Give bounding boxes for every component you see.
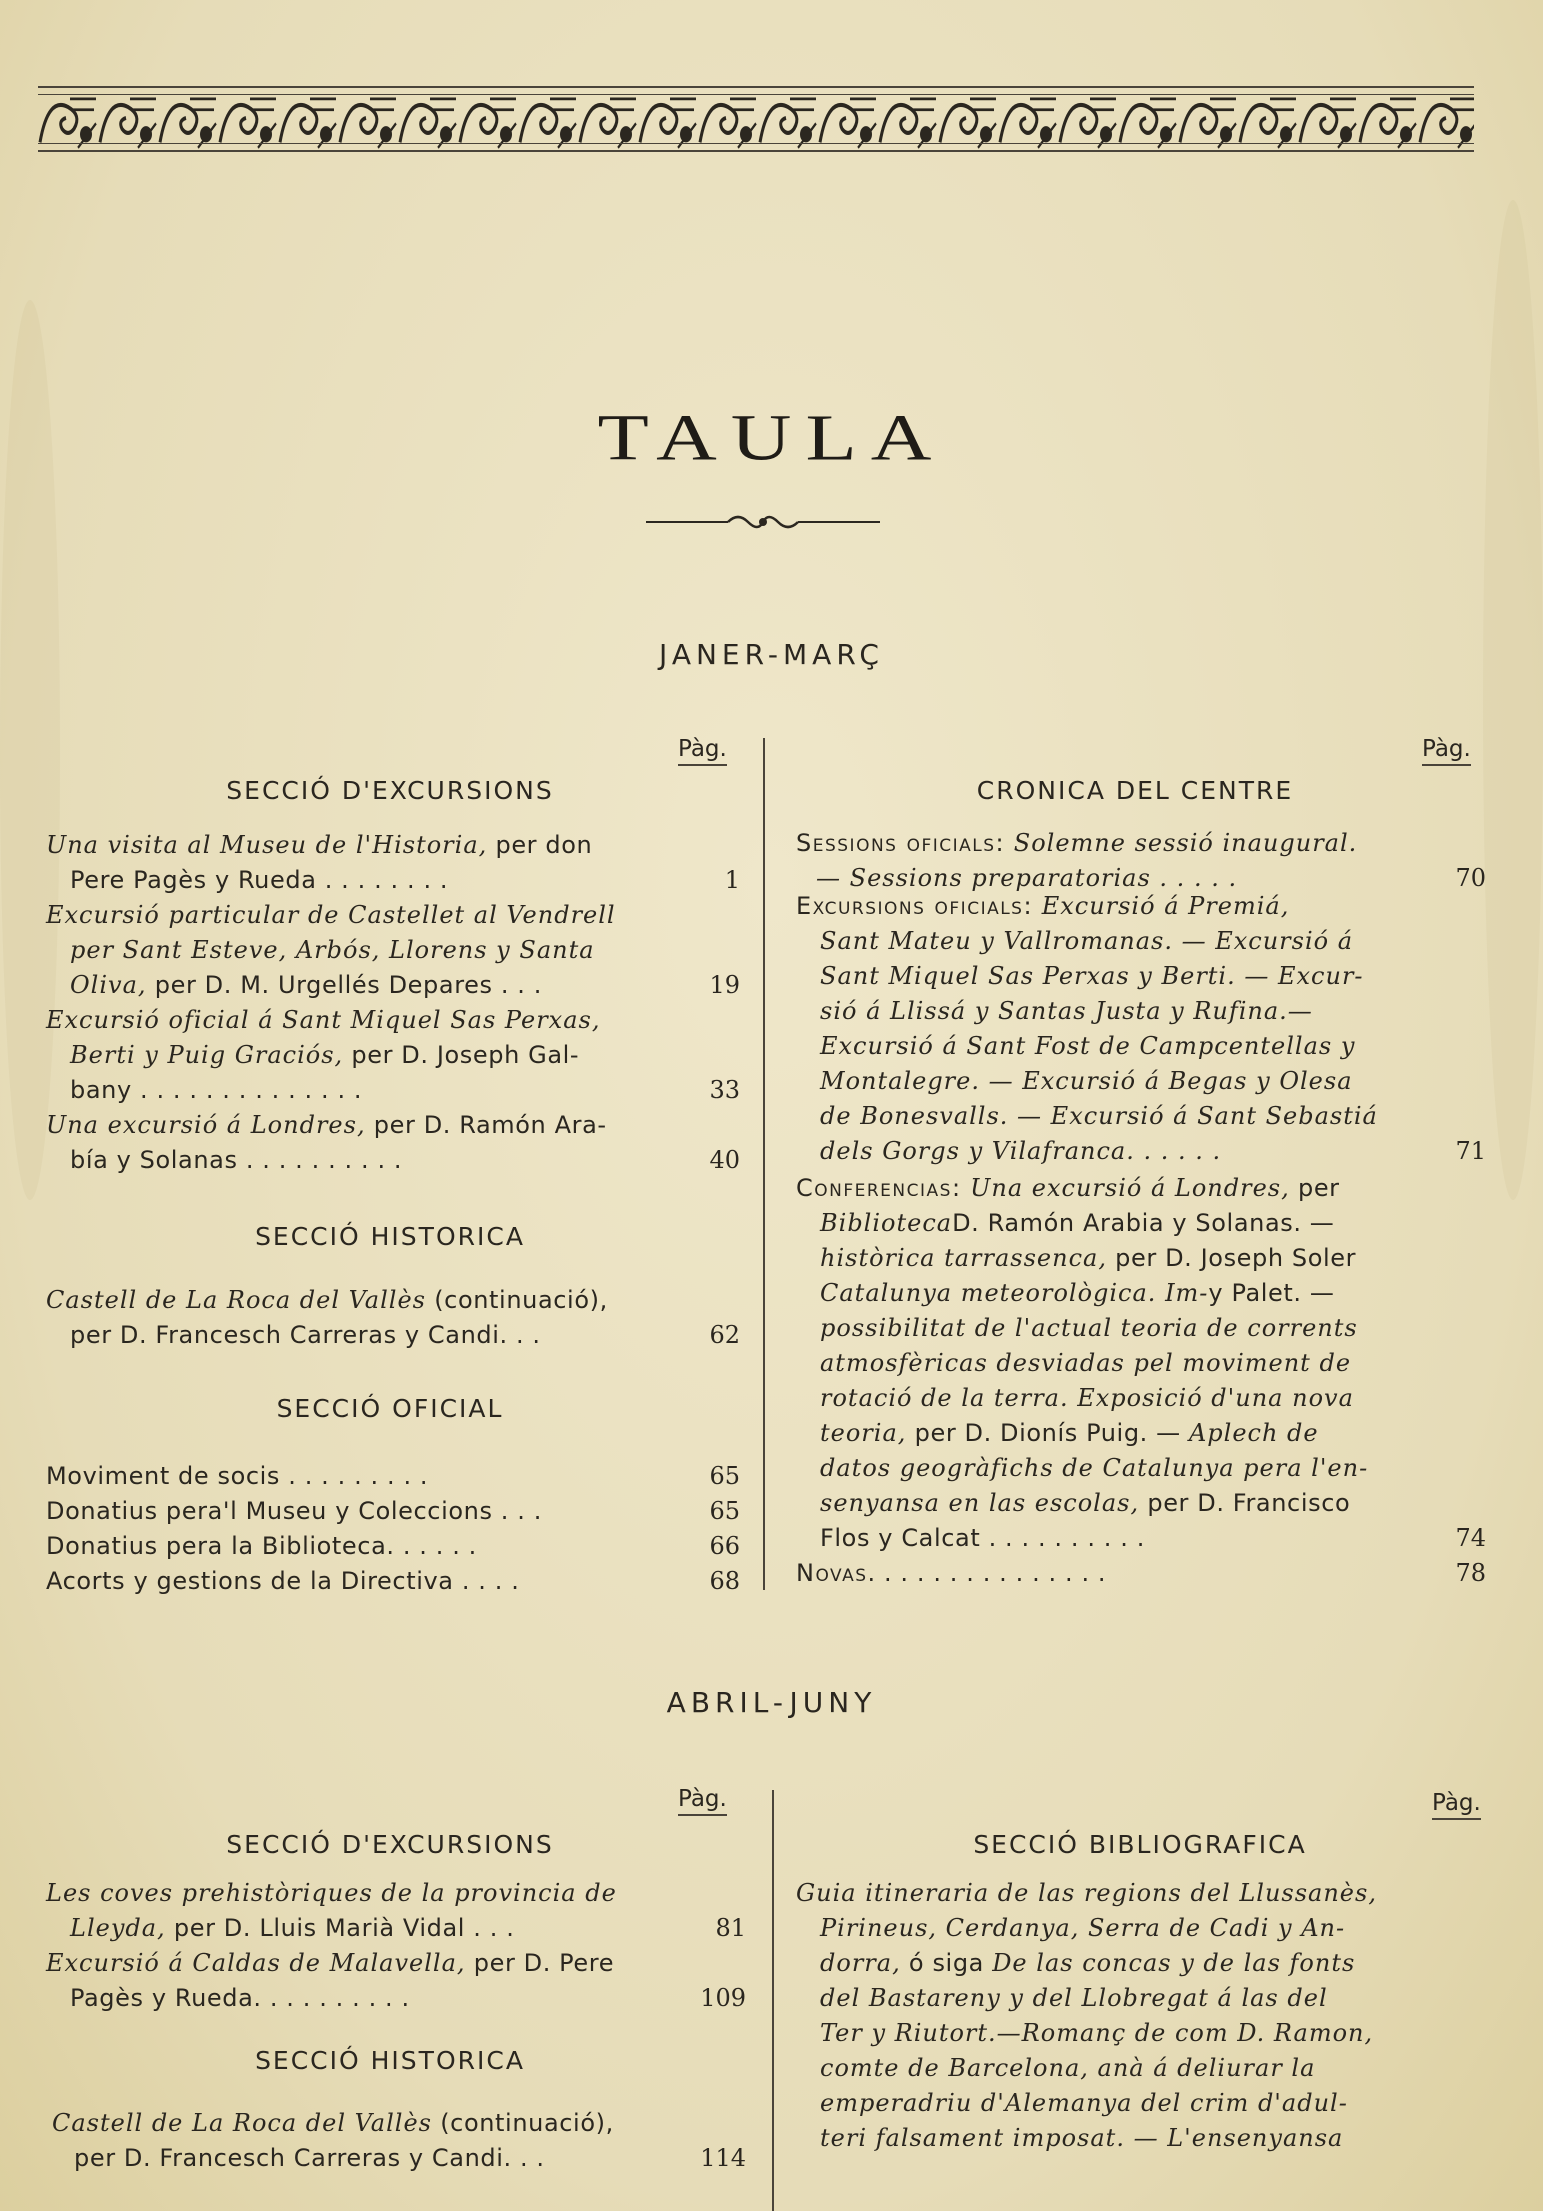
entry-title: rotació de la terra. Exposició d'una nova: [820, 1384, 1354, 1412]
period-heading-q1: JANER-MARÇ: [659, 638, 884, 671]
page-number: 19: [709, 971, 740, 999]
page-number: 65: [709, 1462, 740, 1490]
index-entry-line: [46, 1529, 477, 1563]
entry-text: Donatius pera'l Museu y Coleccions . . .: [46, 1497, 542, 1525]
period-heading-q2: ABRIL-JUNY: [666, 1686, 877, 1719]
entry-title: Excursió á Sant Fost de Campcentellas y: [820, 1032, 1356, 1060]
entry-text: per D. Francesch Carreras y Candi. . .: [74, 2144, 545, 2172]
entry-title: teoria,: [820, 1419, 907, 1447]
index-entry-line: [46, 1494, 542, 1528]
index-entry-line: [820, 1099, 1378, 1133]
page-number: 40: [709, 1146, 740, 1174]
entry-text: per: [1289, 1174, 1340, 1202]
entry-text: bía y Solanas . . . . . . . . . .: [70, 1146, 403, 1174]
entry-title: datos geogràfichs de Catalunya pera l'en-: [820, 1454, 1369, 1482]
entry-title: Berti y Puig Graciós,: [70, 1041, 344, 1069]
column-divider: [772, 1790, 774, 2211]
entry-text: Moviment de socis . . . . . . . . .: [46, 1462, 429, 1490]
section-heading: SECCIÓ OFICIAL: [276, 1394, 504, 1423]
entry-category: Conferencias:: [796, 1174, 962, 1202]
section-heading: CRONICA DEL CENTRE: [976, 776, 1294, 805]
entry-title: possibilitat de l'actual teoria de corrents: [820, 1314, 1358, 1342]
entry-title: dels Gorgs y Vilafranca. . . . . .: [820, 1137, 1222, 1165]
index-entry-line: [796, 889, 1289, 923]
entry-title: senyansa en las escolas,: [820, 1489, 1140, 1517]
page-number: 114: [700, 2144, 746, 2172]
entry-title: Excursió particular de Castellet al Vendrell: [46, 901, 616, 929]
title-flourish-icon: [646, 510, 880, 534]
entry-title: Biblioteca: [820, 1209, 953, 1237]
page-number: 81: [715, 1914, 746, 1942]
entry-text: Acorts y gestions de la Directiva . . . .: [46, 1567, 520, 1595]
entry-text: D. Ramón Arabia y Solanas. —: [952, 1209, 1335, 1237]
entry-title: Excursió á Premiá,: [1033, 892, 1290, 920]
index-entry-line: [70, 968, 542, 1002]
entry-title: Ter y Riutort.—Romanç de com D. Ramon,: [820, 2019, 1374, 2047]
index-entry-line: [70, 863, 448, 897]
index-entry-line: [820, 1381, 1354, 1415]
index-entry-line: [820, 1946, 1355, 1980]
index-entry-line: [820, 1276, 1334, 1310]
page-column-label: Pàg.: [678, 1786, 727, 1816]
index-entry-line: [796, 826, 1357, 860]
entry-title: Aplech de: [1188, 1419, 1319, 1447]
entry-text: per D. Dionís Puig. —: [906, 1419, 1189, 1447]
index-entry-line: [820, 1029, 1355, 1063]
entry-title: Excursió á Caldas de Malavella,: [46, 1949, 466, 1977]
index-entry-line: [46, 1108, 607, 1142]
index-entry-line: [46, 1564, 519, 1598]
entry-text: ó siga: [900, 1949, 993, 1977]
page-number: 66: [709, 1532, 740, 1560]
entry-title: — Sessions preparatorias . . . . .: [816, 864, 1238, 892]
index-entry-line: [820, 1451, 1368, 1485]
index-entry-line: [820, 2086, 1348, 2120]
entry-title: dorra,: [820, 1949, 901, 1977]
section-heading: SECCIÓ BIBLIOGRAFICA: [973, 1830, 1307, 1859]
index-entry-line: [70, 1073, 362, 1107]
entry-title: Pirineus, Cerdanya, Serra de Cadi y An-: [820, 1914, 1346, 1942]
entry-text: per don: [487, 831, 593, 859]
index-entry-line: [46, 1003, 600, 1037]
entry-text: Pagès y Rueda. . . . . . . . . .: [70, 1984, 410, 2012]
index-entry-line: [796, 1171, 1340, 1205]
greek-key-ornament: [38, 88, 1474, 156]
bottom-rule-thin: [38, 143, 1474, 144]
index-entry-line: [820, 959, 1364, 993]
entry-title: Excursió oficial á Sant Miquel Sas Perxas,: [46, 1006, 601, 1034]
page-number: 68: [709, 1567, 740, 1595]
page-number: 1: [724, 866, 740, 894]
index-entry-line: [820, 1911, 1345, 1945]
index-entry-line: [70, 1038, 579, 1072]
entry-title: comte de Barcelona, anà á deliurar la: [820, 2054, 1316, 2082]
entry-title: Una excursió á Londres,: [961, 1174, 1290, 1202]
entry-title: Solemne sessió inaugural.: [1005, 829, 1358, 857]
entry-category: Novas: [796, 1559, 868, 1587]
entry-text: (continuació),: [431, 2109, 614, 2137]
page-column-label: Pàg.: [1432, 1790, 1481, 1820]
section-heading: SECCIÓ D'EXCURSIONS: [226, 1830, 554, 1859]
index-entry-line: [820, 994, 1313, 1028]
column-divider: [763, 738, 765, 1590]
entry-title: de Bonesvalls. — Excursió á Sant Sebastiá: [820, 1102, 1378, 1130]
index-entry-line: [70, 1911, 514, 1945]
page-number: 65: [709, 1497, 740, 1525]
index-entry-line: [820, 1521, 1145, 1555]
entry-text: per D. Francesch Carreras y Candi. . .: [70, 1321, 541, 1349]
entry-text: Donatius pera la Biblioteca. . . . . .: [46, 1532, 477, 1560]
entry-title: històrica tarrassenca,: [820, 1244, 1107, 1272]
page-title: TAULA: [597, 401, 946, 475]
index-entry-line: [46, 898, 616, 932]
entry-title: Lleyda,: [70, 1914, 166, 1942]
index-entry-line: [820, 2121, 1343, 2155]
entry-title: Montalegre. — Excursió á Begas y Olesa: [820, 1067, 1353, 1095]
paper-stain: [1483, 200, 1543, 1200]
page-column-label: Pàg.: [1422, 736, 1471, 766]
page-number: 70: [1455, 864, 1486, 892]
index-entry-line: [820, 1981, 1328, 2015]
index-entry-line: [820, 2016, 1373, 2050]
index-entry-line: [70, 1981, 410, 2015]
entry-title: teri falsament imposat. — L'ensenyansa: [820, 2124, 1344, 2152]
index-entry-line: [74, 2141, 545, 2175]
entry-title: sió á Llissá y Santas Justa y Rufina.—: [820, 997, 1313, 1025]
entry-text: per D. Joseph Gal-: [343, 1041, 580, 1069]
entry-text: y Palet. —: [1208, 1279, 1335, 1307]
entry-title: Castell de La Roca del Vallès: [46, 1286, 426, 1314]
index-entry-line: [52, 2106, 614, 2140]
section-heading: SECCIÓ HISTORICA: [255, 1222, 525, 1251]
index-entry-line: [796, 1556, 1106, 1590]
entry-title: Sant Mateu y Vallromanas. — Excursió á: [820, 927, 1354, 955]
entry-title: Guia itineraria de las regions del Llussanès,: [796, 1879, 1377, 1907]
section-heading: SECCIÓ HISTORICA: [255, 2046, 525, 2075]
index-entry-line: [70, 1143, 402, 1177]
index-entry-line: [820, 1486, 1350, 1520]
entry-title: emperadriu d'Alemanya del crim d'adul-: [820, 2089, 1348, 2117]
page-number: 74: [1455, 1524, 1486, 1552]
index-entry-line: [820, 1311, 1358, 1345]
entry-text: Flos y Calcat . . . . . . . . . .: [820, 1524, 1145, 1552]
entry-text: (continuació),: [425, 1286, 608, 1314]
entry-text: per D. Lluis Marià Vidal . . .: [165, 1914, 515, 1942]
index-entry-line: [70, 933, 595, 967]
entry-text: per D. Joseph Soler: [1106, 1244, 1357, 1272]
entry-title: Una excursió á Londres,: [46, 1111, 366, 1139]
entry-text: per D. Pere: [465, 1949, 615, 1977]
entry-category: Sessions oficials:: [796, 829, 1006, 857]
entry-title: Una visita al Museu de l'Historia,: [46, 831, 488, 859]
index-entry-line: [820, 924, 1353, 958]
index-entry-line: [820, 1416, 1319, 1450]
entry-text: per D. Ramón Ara-: [365, 1111, 607, 1139]
entry-title: Sant Miquel Sas Perxas y Berti. — Excur-: [820, 962, 1364, 990]
index-entry-line: [46, 1946, 614, 1980]
index-entry-line: [820, 1206, 1334, 1240]
page-number: 109: [700, 1984, 746, 2012]
index-entry-line: [46, 1876, 617, 1910]
index-entry-line: [820, 1346, 1351, 1380]
entry-text: per D. M. Urgellés Depares . . .: [146, 971, 542, 999]
entry-text: Pere Pagès y Rueda . . . . . . . .: [70, 866, 449, 894]
entry-title: De las concas y de las fonts: [992, 1949, 1356, 1977]
entry-title: Oliva,: [70, 971, 147, 999]
page-number: 78: [1455, 1559, 1486, 1587]
section-heading: SECCIÓ D'EXCURSIONS: [226, 776, 554, 805]
index-entry-line: [46, 1459, 428, 1493]
entry-title: per Sant Esteve, Arbós, Llorens y Santa: [70, 936, 595, 964]
index-entry-line: [46, 828, 592, 862]
index-entry-line: [796, 1876, 1377, 1910]
index-entry-line: [820, 1241, 1356, 1275]
index-entry-line: [70, 1318, 541, 1352]
entry-text: . . . . . . . . . . . . . . .: [867, 1559, 1107, 1587]
index-entry-line: [820, 1064, 1353, 1098]
entry-text: bany . . . . . . . . . . . . . .: [70, 1076, 363, 1104]
index-entry-line: [820, 2051, 1315, 2085]
index-entry-line: [820, 1134, 1221, 1168]
entry-title: Castell de La Roca del Vallès: [52, 2109, 432, 2137]
entry-title: Catalunya meteorològica. Im-: [820, 1279, 1209, 1307]
page-number: 71: [1455, 1137, 1486, 1165]
page-column-label: Pàg.: [678, 736, 727, 766]
entry-category: Excursions oficials:: [796, 892, 1034, 920]
page-number: 33: [709, 1076, 740, 1104]
entry-title: Les coves prehistòriques de la provincia de: [46, 1879, 617, 1907]
entry-text: per D. Francisco: [1139, 1489, 1351, 1517]
entry-title: del Bastareny y del Llobregat á las del: [820, 1984, 1328, 2012]
index-entry-line: [46, 1283, 608, 1317]
bottom-rule: [38, 150, 1474, 152]
entry-title: atmosfèricas desviadas pel moviment de: [820, 1349, 1352, 1377]
page-number: 62: [709, 1321, 740, 1349]
